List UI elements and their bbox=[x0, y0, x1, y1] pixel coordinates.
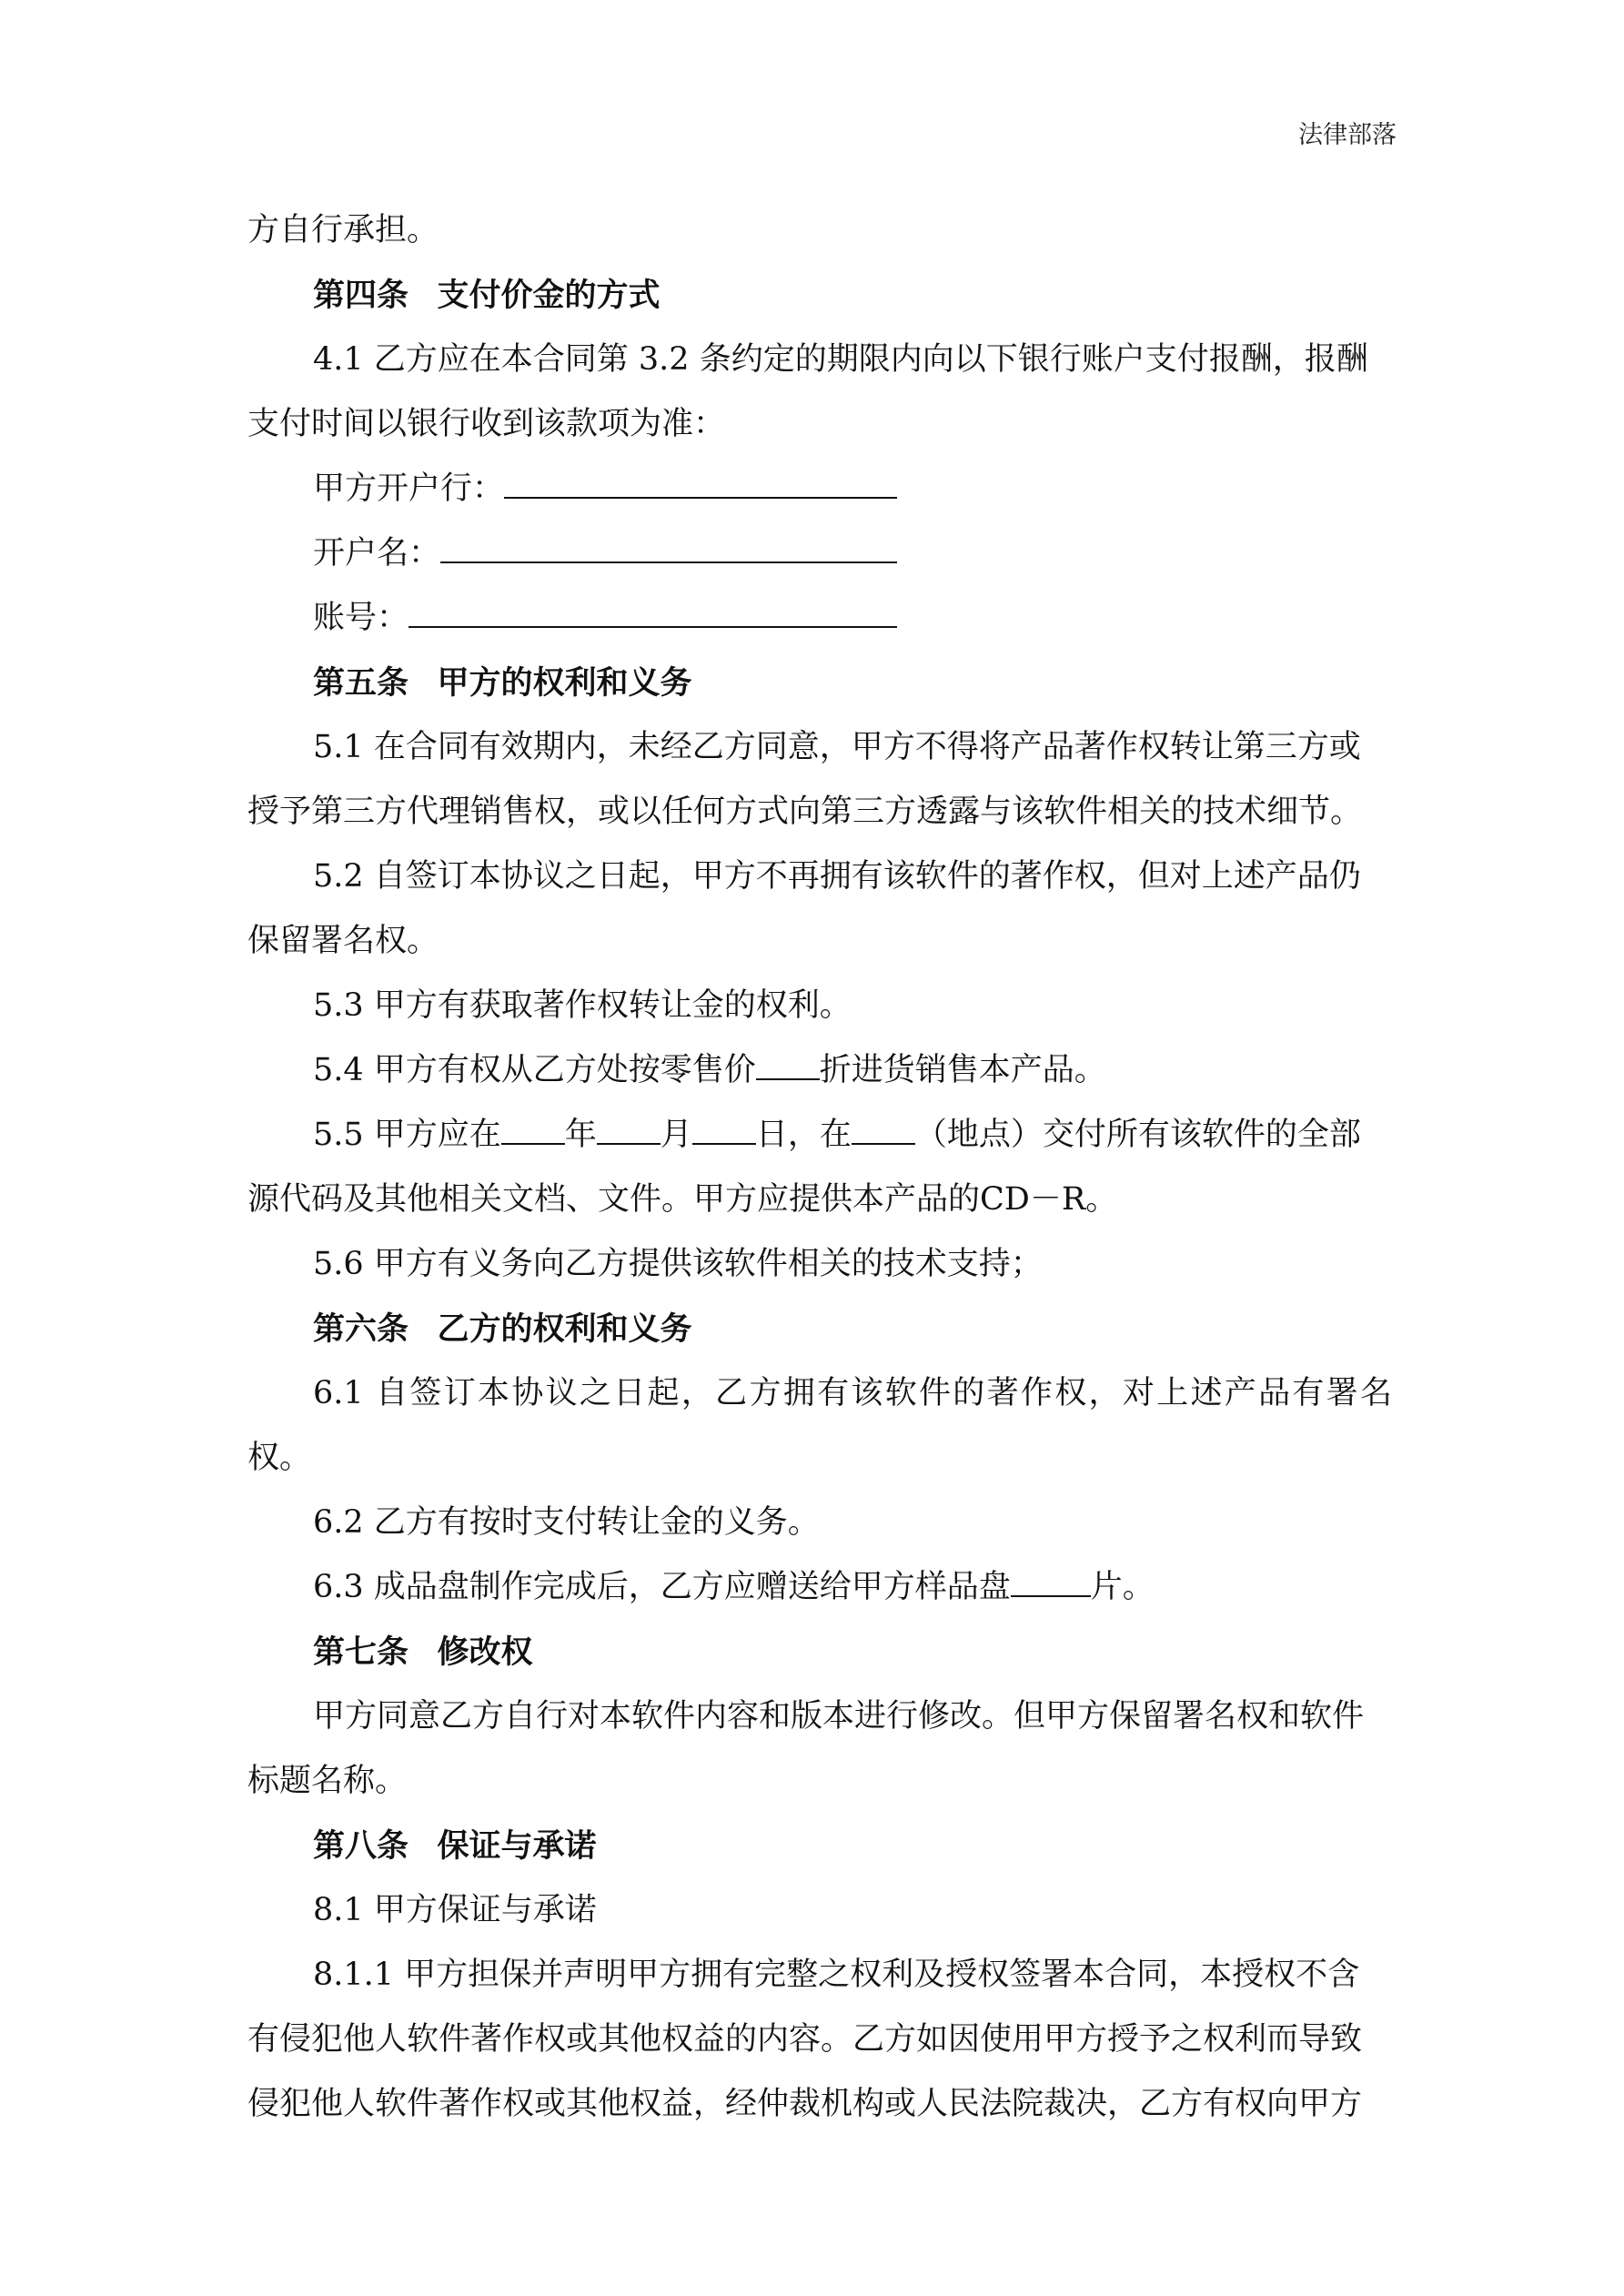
heading-title: 支付价金的方式 bbox=[437, 277, 661, 314]
month-blank bbox=[597, 1112, 661, 1145]
text-fragment: 6.3 成品盘制作完成后，乙方应赠送给甲方样品盘 bbox=[313, 1569, 1011, 1605]
paragraph bbox=[247, 1555, 1392, 1620]
paragraph: 5.1 在合同有效期内，未经乙方同意，甲方不得将产品著作权转让第三方或 bbox=[313, 729, 1361, 765]
section-heading-6 bbox=[247, 1297, 1392, 1361]
bank-blank bbox=[504, 466, 897, 499]
document-body bbox=[247, 198, 1392, 2137]
sample-count-blank bbox=[1011, 1564, 1091, 1597]
paragraph: 5.6 甲方有义务向乙方提供该软件相关的技术支持； bbox=[313, 1246, 1043, 1282]
text-fragment: 5.5 甲方应在 bbox=[313, 1117, 501, 1153]
heading-title: 甲方的权利和义务 bbox=[437, 664, 692, 702]
text-fragment: 年 bbox=[564, 1117, 597, 1153]
heading-number: 第四条 bbox=[313, 277, 409, 314]
discount-blank bbox=[756, 1047, 820, 1080]
year-blank bbox=[501, 1112, 565, 1145]
paragraph: 标题名称。 bbox=[247, 1763, 408, 1799]
paragraph: 6.2 乙方有按时支付转让金的义务。 bbox=[313, 1504, 820, 1541]
account-number-blank bbox=[409, 595, 897, 628]
section-heading-8 bbox=[247, 1814, 1392, 1878]
heading-number: 第七条 bbox=[313, 1633, 409, 1671]
bank-field-row bbox=[247, 457, 1392, 521]
place-blank bbox=[852, 1112, 915, 1145]
account-number-label: 账号： bbox=[313, 600, 409, 636]
heading-title: 修改权 bbox=[437, 1633, 533, 1671]
paragraph: 侵犯他人软件著作权或其他权益，经仲裁机构或人民法院裁决，乙方有权向甲方 bbox=[247, 2086, 1363, 2122]
account-name-row bbox=[247, 521, 1392, 586]
paragraph: 6.1 自签订本协议之日起，乙方拥有该软件的著作权，对上述产品有署名权。 bbox=[247, 1375, 1392, 1476]
paragraph: 甲方同意乙方自行对本软件内容和版本进行修改。但甲方保留署名权和软件 bbox=[313, 1698, 1365, 1735]
paragraph: 4.1 乙方应在本合同第 3.2 条约定的期限内向以下银行账户支付报酬，报酬 bbox=[313, 341, 1368, 378]
account-name-blank bbox=[440, 531, 897, 563]
account-number-row bbox=[247, 586, 1392, 651]
section-heading-4 bbox=[247, 263, 1392, 328]
paragraph: 支付时间以银行收到该款项为准： bbox=[247, 406, 726, 442]
heading-number: 第五条 bbox=[313, 664, 409, 702]
heading-number: 第六条 bbox=[313, 1310, 409, 1348]
day-blank bbox=[692, 1112, 756, 1145]
page-header: 法律部落 bbox=[1298, 121, 1397, 149]
text-fragment: （地点）交付所有该软件的全部 bbox=[914, 1117, 1361, 1153]
section-heading-5 bbox=[247, 651, 1392, 715]
heading-title: 保证与承诺 bbox=[437, 1827, 597, 1865]
paragraph: 8.1 甲方保证与承诺 bbox=[313, 1892, 597, 1928]
text-fragment: 折进货销售本产品。 bbox=[819, 1052, 1106, 1088]
text-fragment: 5.4 甲方有权从乙方处按零售价 bbox=[313, 1052, 756, 1088]
paragraph bbox=[247, 1038, 1392, 1103]
text-fragment: 片。 bbox=[1090, 1569, 1155, 1605]
paragraph bbox=[247, 1103, 1392, 1168]
bank-label: 甲方开户行： bbox=[313, 470, 505, 507]
heading-number: 第八条 bbox=[313, 1827, 409, 1865]
text-fragment: 月 bbox=[660, 1117, 692, 1153]
paragraph: 方自行承担。 bbox=[247, 212, 439, 248]
section-heading-7 bbox=[247, 1620, 1392, 1684]
paragraph: 源代码及其他相关文档、文件。甲方应提供本产品的CD－R。 bbox=[247, 1181, 1118, 1218]
paragraph: 5.2 自签订本协议之日起，甲方不再拥有该软件的著作权，但对上述产品仍 bbox=[313, 858, 1361, 895]
paragraph: 5.3 甲方有获取著作权转让金的权利。 bbox=[313, 987, 852, 1024]
paragraph: 8.1.1 甲方担保并声明甲方拥有完整之权利及授权签署本合同，本授权不含 bbox=[313, 1957, 1360, 1993]
heading-title: 乙方的权利和义务 bbox=[437, 1310, 692, 1348]
paragraph: 保留署名权。 bbox=[247, 923, 439, 959]
account-name-label: 开户名： bbox=[313, 535, 441, 571]
paragraph: 授予第三方代理销售权，或以任何方式向第三方透露与该软件相关的技术细节。 bbox=[247, 794, 1363, 830]
paragraph: 有侵犯他人软件著作权或其他权益的内容。乙方如因使用甲方授予之权利而导致 bbox=[247, 2021, 1363, 2058]
text-fragment: 日，在 bbox=[755, 1117, 852, 1153]
